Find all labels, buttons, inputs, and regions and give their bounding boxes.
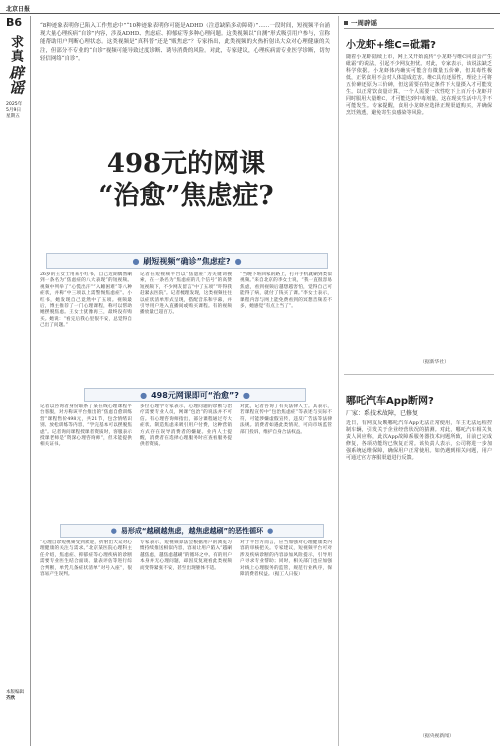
- sidebar-rule: [344, 28, 494, 29]
- sidebar-divider: [338, 16, 339, 746]
- headline: [40, 148, 332, 212]
- section3-col3: 对于平台方而言，应当加强对心理健康类内容的审核把关。专家建议，短视频平台可对涉及疾病诊断的内容添加风险提示，引导用户寻求专业帮助；同时，相关部门也应加强对线上心理服务的监管，规范行业秩序，保障消费者权益。（据工人日报）: [240, 540, 332, 578]
- section3-col1: “心理自诊短视频受到欢迎，折射出大众对心理健康的关注与需求。”北京某医院心理科主任介绍，焦虑症、抑郁症等心理疾病的诊断需要专业医生结合面谈、量表评估等进行综合判断，单凭几条症状清单“对号入座”，很容易产生误判。: [40, 540, 132, 578]
- sidebar-item1-title: 小龙虾+维C=砒霜?: [346, 40, 436, 51]
- sidebar-item2-title: 哪吒汽车App断网?: [346, 396, 434, 407]
- square-bullet-icon: [344, 21, 348, 25]
- section1-col1: 26岁的王女士用来小红书，自己近期偶然刷到一条名为“焦虑症的八大表现”的短视频。视频中列举了“心慌出汗”“入睡困难”等八种症状，并称“中三项以上需警惕焦虑症”。小红书，她发现自己竟然中了五项。视频最后，博主推荐了一门心理课程，称可以帮助她摆脱焦虑。王女士犹豫再三，最终没有购买。她说：“看完后我心里很不安，总觉得自己出了问题。”: [40, 272, 132, 329]
- section1-title: 刷短视频“确诊”焦虑症?: [143, 256, 231, 266]
- section2-title: 498元网课即可“治愈”?: [151, 390, 239, 400]
- section1-col3: “当晚下班回家的路上，打开手机就刷到类似视频。”来自北京的李女士说，“我一直很容易焦虑，看到视频后越想越害怕，觉得自己可能得了病，就付了钱买了课。”李女士表示，课程内容与网上能免费看到的冥想音频差不多，她感觉“有点上当了”。: [240, 272, 332, 310]
- issue-year: 2025年: [6, 102, 23, 107]
- section2-title-band: ● 498元网课即可“治愈”? ●: [84, 388, 306, 402]
- section3-col2: 专家表示，短视频算法会根据用户的浏览习惯持续推送相似内容，容易让用户陷入“越刷越焦虑，越焦虑越刷”的循环之中。有的用户本身并无心理问题，却因反复观看此类视频而变得紧张不安，甚至出现躯体不适。: [140, 540, 232, 571]
- section3-title-band: ● 易形成“越刷越焦虑，越焦虑越刷”的恶性循环 ●: [60, 524, 324, 538]
- editor-name: 齐欣: [6, 696, 15, 701]
- top-rule: [0, 13, 500, 14]
- section2-col2: 多位心理学专家表示，心理问题的诊断与治疗需要专业人员，网课“包治”的说法并不可信。有心理咨询师指出，部分课程通过夸大症状、制造焦虑来吸引用户付费，这种营销方式存在误导消费者的嫌疑。业内人士提醒，消费者在选择心理服务时应查看服务提供者资质。: [140, 404, 232, 448]
- issue-date: 5月9日: [6, 108, 22, 113]
- sidebar-item1-source: （据新华社）: [420, 360, 450, 365]
- sidebar-column-label-text: 一周辟谣: [351, 19, 377, 27]
- page-number: B6: [6, 16, 23, 29]
- editor-label: 本版编辑: [6, 690, 24, 695]
- sidebar-item2-subtitle: 厂家：系技术故障，已修复: [346, 410, 419, 417]
- sidebar-column-label: [344, 18, 494, 27]
- section-label-main: 辟谣: [7, 65, 25, 95]
- section2-col1: 记者以咨询者身份联系了某在线心理课程平台客服，对方称该平台推出的“焦虑自愈训练营”课程售价498元，共21节，包含情绪识别、放松训练等内容，“学完基本可以摆脱焦虑”。记者询问课程授课者资质时，客服表示授课老师是“资深心理咨询师”，但未能提供相关证书。: [40, 404, 132, 448]
- section3-title: 易形成“越刷越焦虑，越焦虑越刷”的恶性循环: [120, 527, 264, 535]
- sidebar-item1-text: 随着小龙虾陆续上市，网上又开始流传“小龙虾与维C同食会产生砒霜”的说法，引起不少网友担忧。对此，专家表示，该说法缺乏科学依据。小龙虾体内确实可能含有微量五价砷，但其毒性极低，正常食用不会对人体造成危害。维C具有还原性，理论上可将五价砷还原为三价砷，但这需要在特定条件下大量摄入才可能发生。以正常饮食量计算，一个人需要一次性吃下上百斤小龙虾并同时服用大量维C，才可能达到中毒剂量，这在现实生活中几乎不可能发生。专家提醒，食用小龙虾应选择正规渠道购买，并确保烹饪熟透，避免寄生虫感染等风险。: [346, 54, 492, 117]
- sidebar-item-divider: [344, 374, 494, 375]
- masthead: [6, 16, 30, 119]
- issue-weekday: 星期五: [6, 114, 20, 119]
- headline-line2: “治愈”焦虑症?: [98, 181, 274, 211]
- editor-credit: [6, 690, 26, 702]
- section-label-top: 求真: [8, 35, 23, 63]
- section2-col3: 对此，记者咨询了有关法律人士。其表示，若课程宣传中“包治焦虑症”等表述与实际不符，可能涉嫌虚假宣传，违反广告法等法律法规。消费者如遇此类情况，可向市场监管部门投诉，维护自身合法权益。: [240, 404, 332, 435]
- section1-col2: 记者在短视频平台以“焦虑症”为关键词搜索，在一条名为“焦虑症的几个信号”的高赞短视频下，不少网友留言“中了五项”“吓得我赶紧去医院”。记者梳理发现，这类视频往往以症状清单形式呈现，搭配音乐和字幕，并引导用户进入直播间或购买课程。有的视频播放量已超百万。: [140, 272, 232, 316]
- masthead-divider: [30, 16, 31, 746]
- headline-line1: 498元的网课: [106, 149, 266, 179]
- intro-paragraph: “8种迹象表明你已陷入工作焦虑中”“10种迹象表明你可能是ADHD（注意缺陷多动障碍）”……一段时间，短视频平台涌现大量心理疾病“自诊”内容，涉及ADHD、焦虑症、抑郁症等多种心理问题。这类视频以“自测”形式吸引用户参与，宣称能帮助用户判断心理状态。这类视频是“真科普”还是“贩焦虑”？专家指出，此类视频的火热折射出大众对心理健康的关注，但部分不专业的“自诊”视频可能导致过度诊断、诱导消费的风险。对此，专家建议，心理疾病需专业医学诊断，切勿轻信网络“自诊”。: [40, 23, 330, 62]
- sidebar-item2-source: （据央视新闻）: [420, 734, 454, 739]
- sidebar-item2-text: 近日，有网友反映哪吒汽车App无法正常使用，车主无法远程控制车辆，引发关于企业经营状况的猜测。对此，哪吒汽车相关负责人回应称，此次App故障系服务器技术问题所致，目前已完成修复，各项功能均已恢复正常。该负责人表示，公司将进一步加强系统运维保障，确保用户正常使用。如仍遇到相关问题，用户可通过官方客服渠道进行反馈。: [346, 420, 492, 462]
- section1-title-band: ● 刷短视频“确诊”焦虑症? ●: [46, 253, 328, 269]
- paper-name: 北京日报: [6, 6, 31, 13]
